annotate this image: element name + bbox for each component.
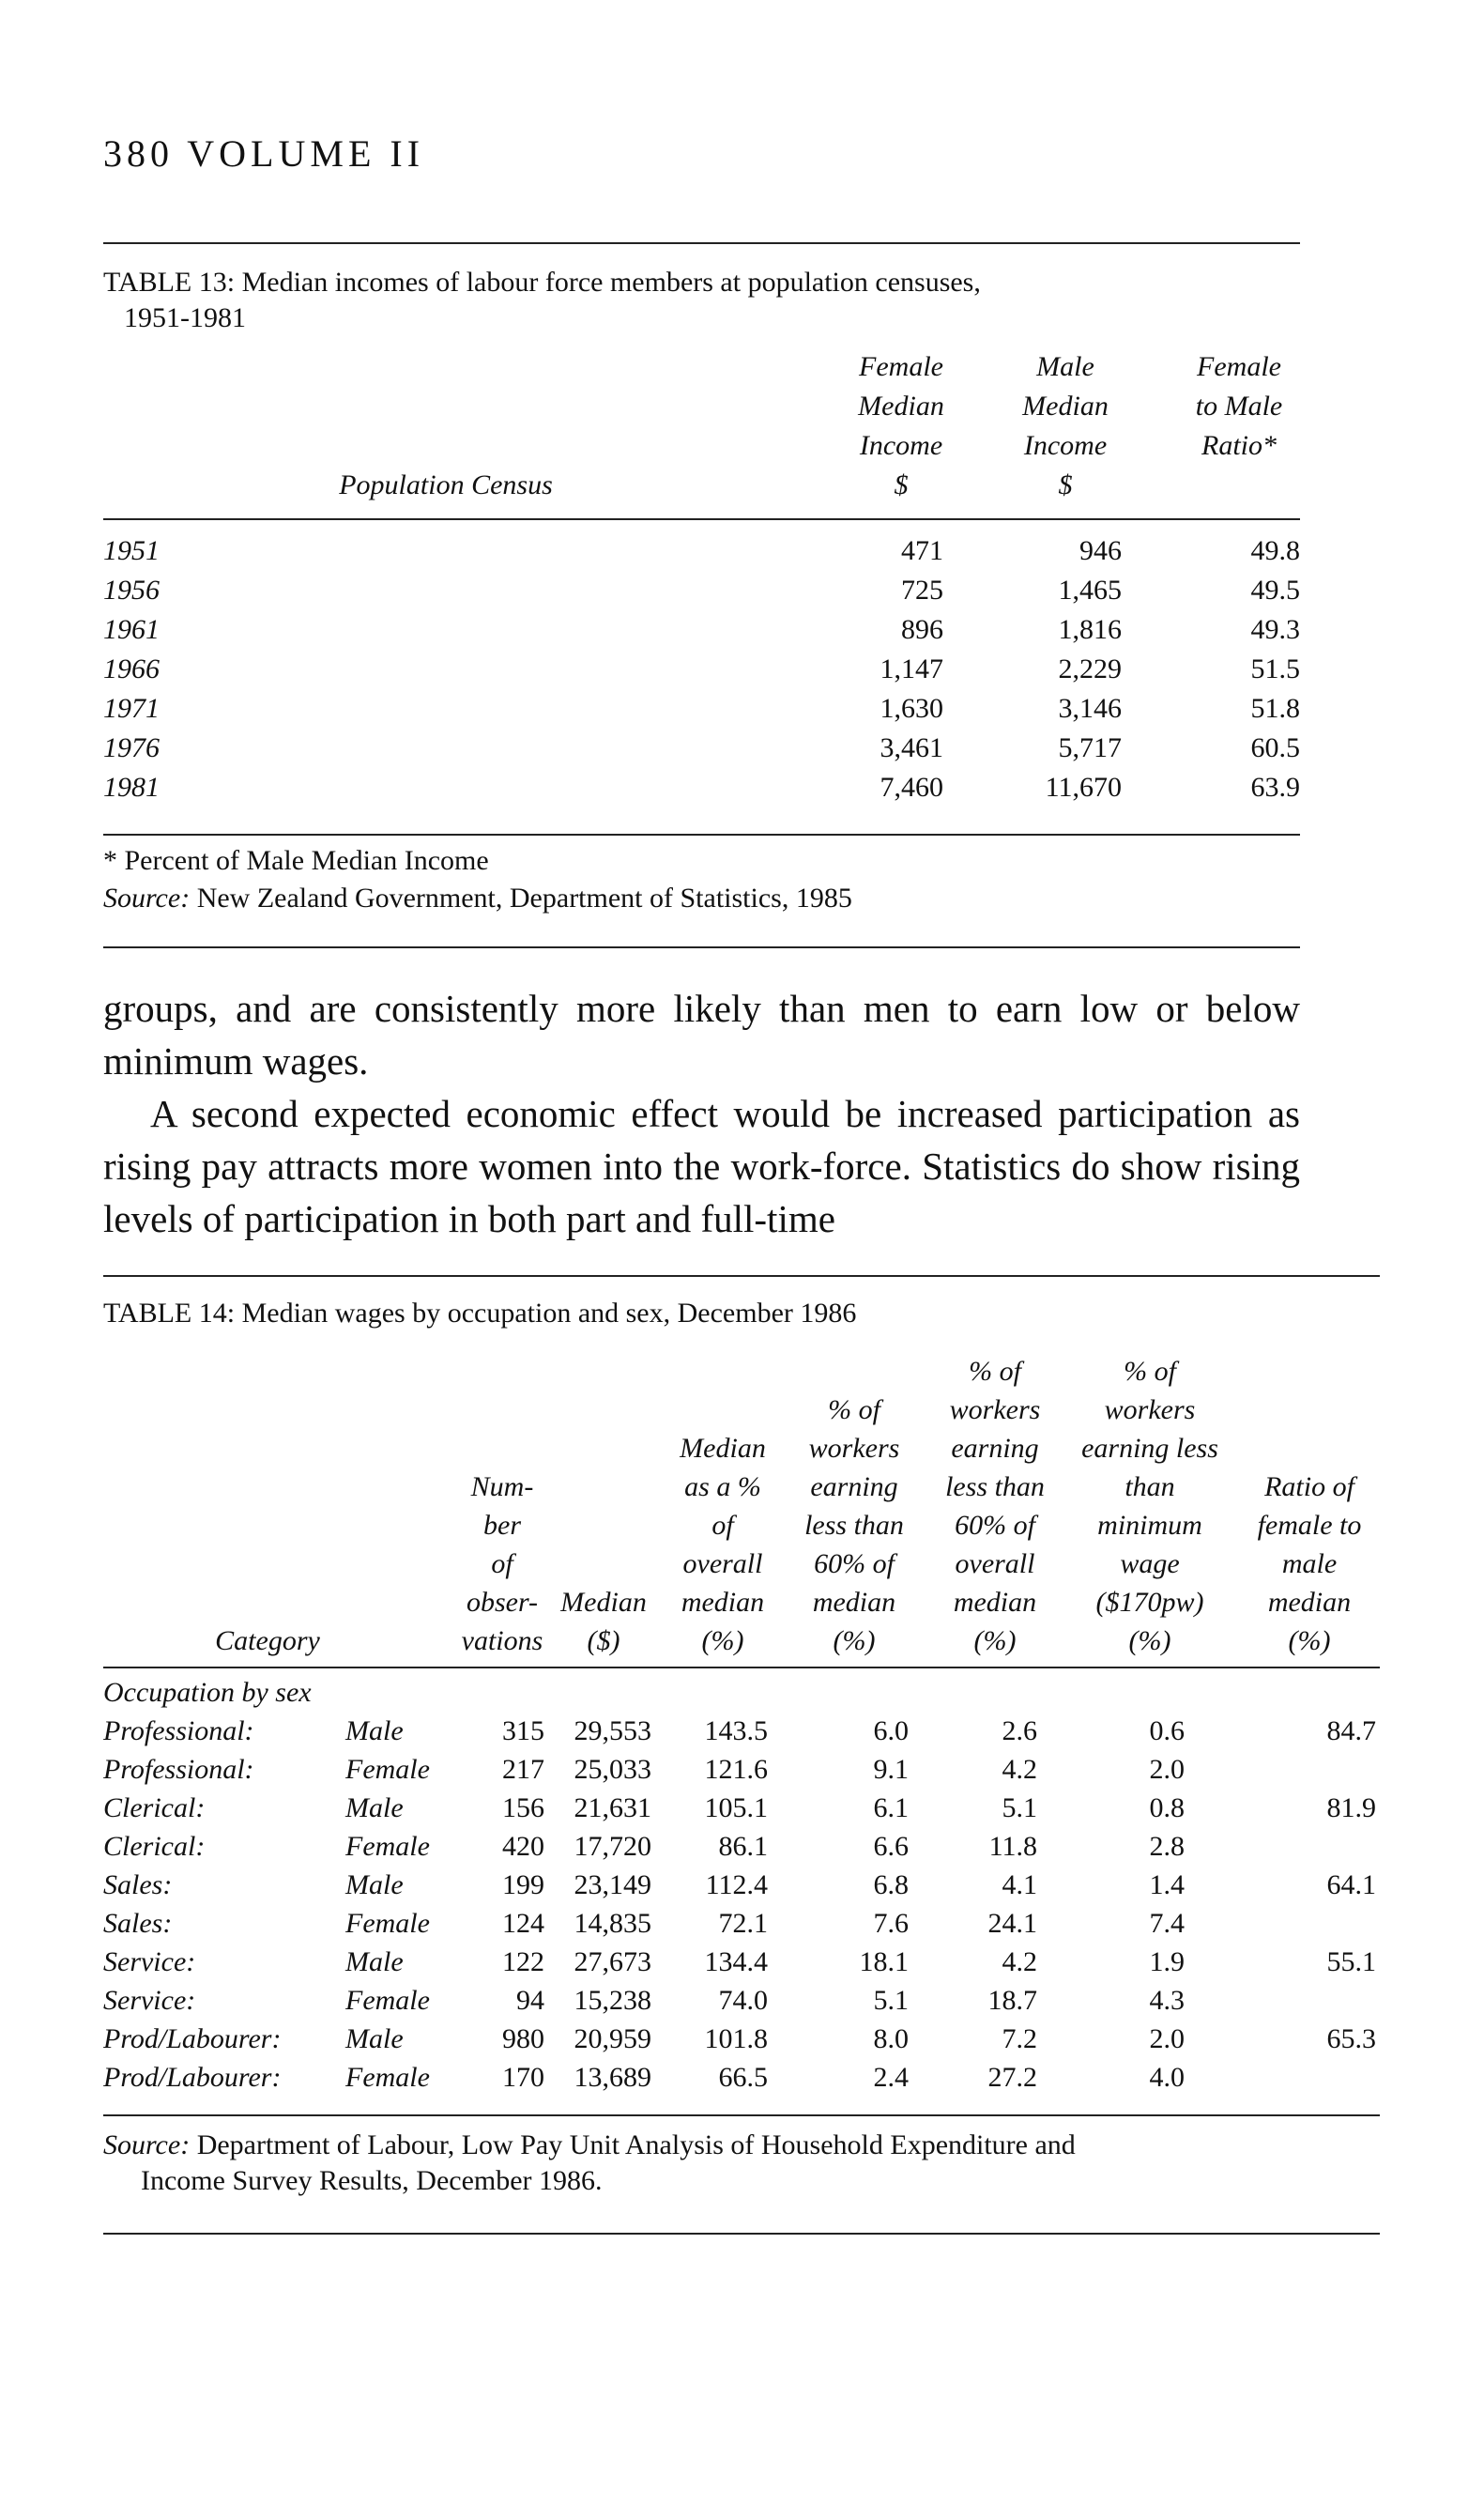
pct-min-wage-cell: 4.0 [1149, 2062, 1185, 2093]
header-line: Median [1022, 391, 1109, 422]
pct-min-wage-cell: 2.0 [1149, 1754, 1185, 1785]
header-line: minimum [1097, 1510, 1202, 1541]
header-line: Median [560, 1587, 647, 1618]
occupation-cell: Sales: [103, 1908, 173, 1939]
header-line: ber [483, 1510, 521, 1541]
sex-cell: Female [345, 1908, 430, 1939]
observations-cell: 122 [502, 1946, 544, 1977]
male-income-cell: 2,229 [1058, 653, 1122, 684]
pct-less60-cell: 9.1 [873, 1754, 909, 1785]
source-line1: Department of Labour, Low Pay Unit Analysis of Household Expenditure and [196, 2129, 1076, 2160]
header-line: to Male [1195, 391, 1283, 422]
header-line: less than [804, 1510, 904, 1541]
sex-cell: Female [345, 1831, 430, 1862]
header-line: Num- [470, 1471, 534, 1502]
paragraph: A second expected economic effect would be increased participation as rising pay attracts more women into the work-force. Statistics do show rising levels of participation in both part and full-time [103, 1092, 1300, 1240]
pct-min-wage-cell: 1.9 [1149, 1946, 1185, 1977]
header-line: obser- [466, 1587, 539, 1618]
median-cell: 14,835 [574, 1908, 651, 1939]
pct-less60-overall-cell: 7.2 [1002, 2023, 1037, 2054]
sex-cell: Female [345, 2062, 430, 2093]
occupation-cell: Service: [103, 1946, 196, 1977]
header-line: 60% of [955, 1510, 1035, 1541]
header-line: earning less [1081, 1433, 1218, 1464]
observations-cell: 420 [502, 1831, 544, 1862]
header-line: workers [1104, 1394, 1196, 1425]
male-income-cell: 5,717 [1058, 732, 1122, 763]
header-line: wage [1120, 1548, 1180, 1579]
source-line2: Income Survey Results, December 1986. [141, 2165, 603, 2196]
table13-caption-line1: Median incomes of labour force members at population censuses, [241, 267, 981, 298]
median-pct-cell: 101.8 [704, 2023, 768, 2054]
pct-less60-cell: 7.6 [873, 1908, 909, 1939]
table13-row [103, 614, 1300, 653]
header-line: median [1267, 1587, 1352, 1618]
pct-min-wage-cell: 1.4 [1149, 1869, 1185, 1900]
header-line: less than [945, 1471, 1045, 1502]
header-line: workers [949, 1394, 1041, 1425]
header-line: earning [951, 1433, 1039, 1464]
year-cell: 1976 [103, 732, 160, 763]
header-line: overall [955, 1548, 1035, 1579]
female-income-cell: 1,630 [880, 693, 943, 724]
header-line: median [953, 1587, 1037, 1618]
female-income-cell: 471 [901, 535, 943, 566]
median-cell: 23,149 [574, 1869, 651, 1900]
header-line: (%) [1288, 1625, 1331, 1656]
header-line: % of [969, 1356, 1021, 1387]
median-cell: 20,959 [574, 2023, 651, 2054]
ratio-cell: 51.8 [1250, 693, 1300, 724]
table14-top-rule [103, 1275, 1380, 1277]
header-line: Category [215, 1625, 320, 1656]
header-line: Income [1023, 430, 1108, 461]
header-line: earning [810, 1471, 898, 1502]
pct-min-wage-cell: 2.8 [1149, 1831, 1185, 1862]
header-line: vations [461, 1625, 543, 1656]
pct-less60-overall-cell: 4.2 [1002, 1946, 1037, 1977]
table13-col-ratio [1173, 347, 1305, 466]
ratio-cell: 49.3 [1250, 614, 1300, 645]
pct-min-wage-cell: 0.6 [1149, 1715, 1185, 1746]
year-cell: 1961 [103, 614, 160, 645]
table14-col-pct-less60 [788, 1391, 920, 1660]
table13-col-male [1000, 347, 1131, 505]
sex-cell: Male [345, 1869, 404, 1900]
source-label: Source: [103, 2129, 191, 2160]
header-line: Female [1197, 351, 1281, 382]
table14-col-median-pct [657, 1429, 788, 1660]
male-income-cell: 1,465 [1058, 575, 1122, 606]
header-line: $ [894, 469, 909, 500]
header-line: % of [1124, 1356, 1176, 1387]
ratio-cell: 84.7 [1326, 1715, 1376, 1746]
header-line: $ [1058, 469, 1073, 500]
observations-cell: 94 [516, 1985, 544, 2016]
occupation-cell: Clerical: [103, 1831, 206, 1862]
pct-less60-overall-cell: 27.2 [987, 2062, 1037, 2093]
ratio-cell: 81.9 [1326, 1792, 1376, 1823]
occupation-cell: Sales: [103, 1869, 173, 1900]
occupation-cell: Professional: [103, 1754, 254, 1785]
header-line: Ratio* [1201, 430, 1277, 461]
year-cell: 1951 [103, 535, 160, 566]
occupation-cell: Prod/Labourer: [103, 2062, 282, 2093]
table14-col-pct-min-wage [1070, 1352, 1230, 1660]
header-line: female to [1257, 1510, 1362, 1541]
header-line: Male [1036, 351, 1094, 382]
table14-row [103, 1869, 1380, 1908]
header-line: as a % [684, 1471, 761, 1502]
pct-min-wage-cell: 7.4 [1149, 1908, 1185, 1939]
table14-col-median [552, 1583, 655, 1660]
pct-min-wage-cell: 0.8 [1149, 1792, 1185, 1823]
ratio-cell: 63.9 [1250, 772, 1300, 803]
pct-less60-overall-cell: 4.1 [1002, 1869, 1037, 1900]
source-text: New Zealand Government, Department of Statistics, 1985 [196, 883, 852, 914]
female-income-cell: 725 [901, 575, 943, 606]
table13-row [103, 693, 1300, 732]
female-income-cell: 7,460 [880, 772, 943, 803]
median-pct-cell: 121.6 [704, 1754, 768, 1785]
median-pct-cell: 72.1 [718, 1908, 768, 1939]
header-line: of [491, 1548, 513, 1579]
header-line: (%) [833, 1625, 876, 1656]
observations-cell: 124 [502, 1908, 544, 1939]
pct-less60-overall-cell: 18.7 [987, 1985, 1037, 2016]
header-line: (%) [1128, 1625, 1171, 1656]
table13-col-census: Population Census [339, 469, 553, 500]
table13-row [103, 772, 1300, 811]
occupation-cell: Prod/Labourer: [103, 2023, 282, 2054]
table14-row [103, 1946, 1380, 1985]
median-pct-cell: 143.5 [704, 1715, 768, 1746]
observations-cell: 980 [502, 2023, 544, 2054]
table14-row [103, 2062, 1380, 2100]
median-pct-cell: 134.4 [704, 1946, 768, 1977]
pct-less60-overall-cell: 24.1 [987, 1908, 1037, 1939]
table14-caption-label: TABLE 14: [103, 1298, 236, 1329]
female-income-cell: 3,461 [880, 732, 943, 763]
observations-cell: 170 [502, 2062, 544, 2093]
table14-col-category [197, 1621, 338, 1660]
pct-less60-cell: 8.0 [873, 2023, 909, 2054]
table14-col-observations [451, 1468, 554, 1660]
table13-end-rule [103, 946, 1300, 948]
occupation-cell: Professional: [103, 1715, 254, 1746]
table13-top-rule [103, 242, 1300, 244]
header-line: % of [828, 1394, 880, 1425]
year-cell: 1981 [103, 772, 160, 803]
year-cell: 1971 [103, 693, 160, 724]
running-head: 380 VOLUME II [103, 132, 425, 175]
sex-cell: Male [345, 2023, 404, 2054]
ratio-cell: 49.5 [1250, 575, 1300, 606]
median-cell: 25,033 [574, 1754, 651, 1785]
median-pct-cell: 86.1 [718, 1831, 768, 1862]
female-income-cell: 896 [901, 614, 943, 645]
male-income-cell: 1,816 [1058, 614, 1122, 645]
median-pct-cell: 74.0 [718, 1985, 768, 2016]
year-cell: 1966 [103, 653, 160, 684]
header-line: Median [680, 1433, 766, 1464]
male-income-cell: 946 [1079, 535, 1122, 566]
ratio-cell: 65.3 [1326, 2023, 1376, 2054]
header-line: than [1124, 1471, 1175, 1502]
table13-caption-label: TABLE 13: [103, 267, 236, 298]
header-line: Female [859, 351, 943, 382]
table13-row [103, 653, 1300, 693]
table13-row [103, 732, 1300, 772]
median-cell: 29,553 [574, 1715, 651, 1746]
table14-row [103, 1831, 1380, 1869]
pct-less60-cell: 6.6 [873, 1831, 909, 1862]
pct-min-wage-cell: 2.0 [1149, 2023, 1185, 2054]
table14-row [103, 1754, 1380, 1792]
table14-caption [103, 1296, 1380, 1331]
observations-cell: 217 [502, 1754, 544, 1785]
header-line: of [711, 1510, 734, 1541]
body-text [103, 982, 1300, 1245]
median-pct-cell: 112.4 [705, 1869, 768, 1900]
observations-cell: 156 [502, 1792, 544, 1823]
table13-footnote: * Percent of Male Median Income [103, 845, 489, 876]
occupation-cell: Service: [103, 1985, 196, 2016]
paragraph-continuation: groups, and are consistently more likely than men to earn low or below minimum wages. [103, 987, 1300, 1083]
male-income-cell: 11,670 [1045, 772, 1122, 803]
table14-col-ratio [1239, 1468, 1380, 1660]
ratio-cell: 60.5 [1250, 732, 1300, 763]
header-line: (%) [701, 1625, 744, 1656]
sex-cell: Female [345, 1985, 430, 2016]
year-cell: 1956 [103, 575, 160, 606]
sex-cell: Male [345, 1946, 404, 1977]
ratio-cell: 64.1 [1326, 1869, 1376, 1900]
pct-less60-cell: 6.0 [873, 1715, 909, 1746]
source-label: Source: [103, 883, 191, 914]
table13-caption [103, 265, 1300, 336]
table14-row [103, 1908, 1380, 1946]
table13-row [103, 575, 1300, 614]
pct-less60-cell: 6.1 [873, 1792, 909, 1823]
female-income-cell: 1,147 [880, 653, 943, 684]
median-cell: 13,689 [574, 2062, 651, 2093]
table14-end-rule [103, 2233, 1380, 2235]
pct-less60-cell: 2.4 [873, 2062, 909, 2093]
sex-cell: Female [345, 1754, 430, 1785]
ratio-cell: 55.1 [1326, 1946, 1376, 1977]
male-income-cell: 3,146 [1058, 693, 1122, 724]
header-line: Income [859, 430, 943, 461]
observations-cell: 315 [502, 1715, 544, 1746]
table14-row [103, 1792, 1380, 1831]
pct-less60-cell: 6.8 [873, 1869, 909, 1900]
table13-row [103, 535, 1300, 575]
header-line: (%) [973, 1625, 1017, 1656]
table14-source [103, 2128, 1323, 2199]
table14-group-label: Occupation by sex [103, 1677, 312, 1708]
pct-min-wage-cell: 4.3 [1149, 1985, 1185, 2016]
pct-less60-overall-cell: 2.6 [1002, 1715, 1037, 1746]
occupation-cell: Clerical: [103, 1792, 206, 1823]
header-line: ($170pw) [1095, 1587, 1204, 1618]
median-cell: 21,631 [574, 1792, 651, 1823]
header-line: Ratio of [1264, 1471, 1354, 1502]
median-cell: 15,238 [574, 1985, 651, 2016]
table14-bottom-rule [103, 2114, 1380, 2116]
table13-header-rule [103, 518, 1300, 520]
header-line: median [681, 1587, 765, 1618]
pct-less60-overall-cell: 4.2 [1002, 1754, 1037, 1785]
header-line: 60% of [814, 1548, 895, 1579]
median-pct-cell: 105.1 [704, 1792, 768, 1823]
header-line: male [1281, 1548, 1338, 1579]
ratio-cell: 49.8 [1250, 535, 1300, 566]
pct-less60-overall-cell: 11.8 [988, 1831, 1037, 1862]
table13-bottom-rule [103, 834, 1300, 836]
pct-less60-overall-cell: 5.1 [1002, 1792, 1037, 1823]
table13-col-female [835, 347, 967, 505]
median-cell: 17,720 [574, 1831, 651, 1862]
table13-caption-line2: 1951-1981 [124, 302, 246, 333]
ratio-cell: 51.5 [1250, 653, 1300, 684]
median-cell: 27,673 [574, 1946, 651, 1977]
header-line: overall [682, 1548, 763, 1579]
table14-caption-text: Median wages by occupation and sex, December 1986 [241, 1298, 857, 1329]
table14-row [103, 1985, 1380, 2023]
table14-row [103, 1715, 1380, 1754]
table13-source [103, 881, 852, 916]
table14-col-pct-less60-overall [925, 1352, 1065, 1660]
header-line: workers [808, 1433, 900, 1464]
header-line: median [812, 1587, 896, 1618]
table14-header-rule [103, 1667, 1380, 1668]
pct-less60-cell: 18.1 [859, 1946, 909, 1977]
header-line: Median [858, 391, 944, 422]
sex-cell: Male [345, 1715, 404, 1746]
table14-row [103, 2023, 1380, 2062]
median-pct-cell: 66.5 [718, 2062, 768, 2093]
observations-cell: 199 [502, 1869, 544, 1900]
sex-cell: Male [345, 1792, 404, 1823]
pct-less60-cell: 5.1 [873, 1985, 909, 2016]
header-line: ($) [587, 1625, 620, 1656]
